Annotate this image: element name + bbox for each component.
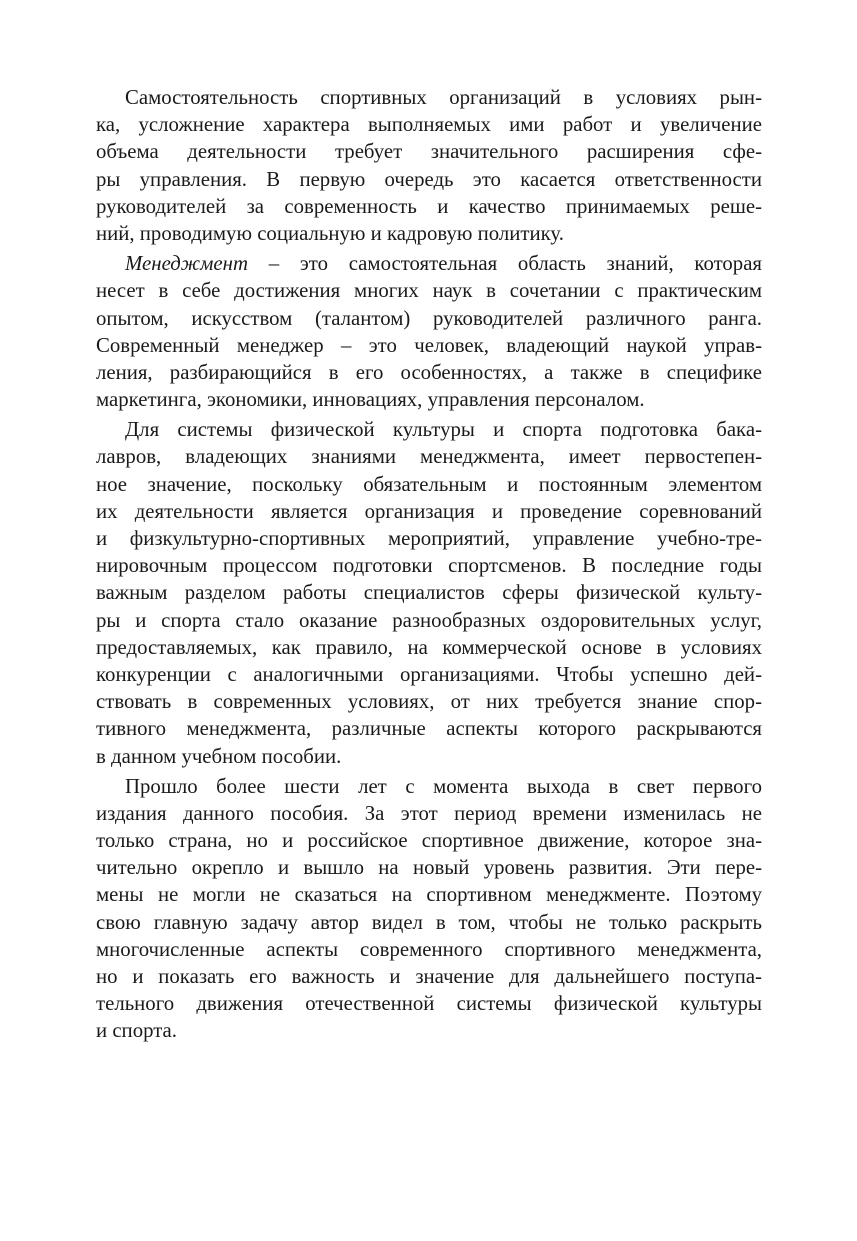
text-line: тельного движения отечественной системы физической культуры bbox=[96, 992, 762, 1016]
text-line: и физкультурно-спортивных мероприятий, управление учебно-тре- bbox=[96, 527, 762, 550]
text-line: лавров, владеющих знаниями менеджмента, имеет первостепен- bbox=[96, 445, 762, 469]
text-line: нировочным процессом подготовки спортсменов. В последние годы bbox=[96, 554, 762, 578]
text-line: несет в себе достижения многих наук в сочетании с практическим bbox=[96, 279, 762, 303]
text-line: ное значение, поскольку обязательным и постоянным элементом bbox=[96, 472, 762, 496]
text-line: руководителей за современность и качество принимаемых реше- bbox=[96, 194, 762, 218]
text-line: ний, проводимую социальную и кадровую политику. bbox=[96, 221, 564, 245]
text-line: многочисленные аспекты современного спортивного менеджмента, bbox=[96, 937, 762, 961]
term-emphasis: Менеджмент bbox=[125, 252, 248, 276]
paragraph-3 bbox=[96, 416, 762, 769]
paragraph-4 bbox=[96, 773, 762, 1045]
paragraph-1 bbox=[96, 84, 762, 247]
text-line: и спорта. bbox=[96, 1019, 177, 1043]
text-line: ка, усложнение характера выполняемых ими работ и увеличение bbox=[96, 113, 762, 137]
text-line: их деятельности является организация и проведение соревнований bbox=[96, 499, 762, 523]
text-line: ствовать в современных условиях, от них требуется знание спор- bbox=[96, 690, 762, 714]
text-line: опытом, искусством (талантом) руководителей различного ранга. bbox=[96, 306, 762, 330]
text-line bbox=[96, 250, 762, 277]
text-line: ры и спорта стало оказание разнообразных оздоровительных услуг, bbox=[96, 608, 762, 632]
text-line: но и показать его важность и значение для дальнейшего поступа- bbox=[96, 965, 762, 988]
text-line: мены не могли не сказаться на спортивном менеджменте. Поэтому bbox=[96, 883, 762, 907]
text-line: только страна, но и российское спортивное движение, которое зна- bbox=[96, 829, 762, 853]
paragraph-2 bbox=[96, 250, 762, 413]
text-line: свою главную задачу автор видел в том, чтобы не только раскрыть bbox=[96, 910, 762, 934]
text-line: маркетинга, экономики, инновациях, управления персоналом. bbox=[96, 388, 645, 412]
text-line: в данном учебном пособии. bbox=[96, 744, 342, 768]
text-line: Самостоятельность спортивных организаций в условиях рын- bbox=[125, 86, 762, 109]
text-line: тивного менеджмента, различные аспекты которого раскрываются bbox=[96, 717, 762, 741]
text-line: ры управления. В первую очередь это касается ответственности bbox=[96, 167, 762, 191]
text-line: Для системы физической культуры и спорта подготовка бака- bbox=[125, 418, 762, 442]
text-line: издания данного пособия. За этот период времени изменилась не bbox=[96, 801, 762, 825]
text-line: Прошло более шести лет с момента выхода в свет первого bbox=[125, 774, 762, 798]
text-line: конкуренции с аналогичными организациями. Чтобы успешно дей- bbox=[96, 662, 762, 686]
text-line: важным разделом работы специалистов сферы физической культу- bbox=[96, 581, 762, 605]
page-body bbox=[96, 84, 762, 1045]
text-fragment: – это самостоятельная область знаний, которая bbox=[248, 252, 762, 276]
text-line: объема деятельности требует значительного расширения сфе- bbox=[96, 140, 762, 164]
text-line: Современный менеджер – это человек, владеющий наукой управ- bbox=[96, 333, 762, 357]
text-line: ления, разбирающийся в его особенностях, а также в специфике bbox=[96, 360, 762, 384]
text-line: предоставляемых, как правило, на коммерческой основе в условиях bbox=[96, 635, 762, 659]
text-line: чительно окрепло и вышло на новый уровень развития. Эти пере- bbox=[96, 856, 762, 880]
